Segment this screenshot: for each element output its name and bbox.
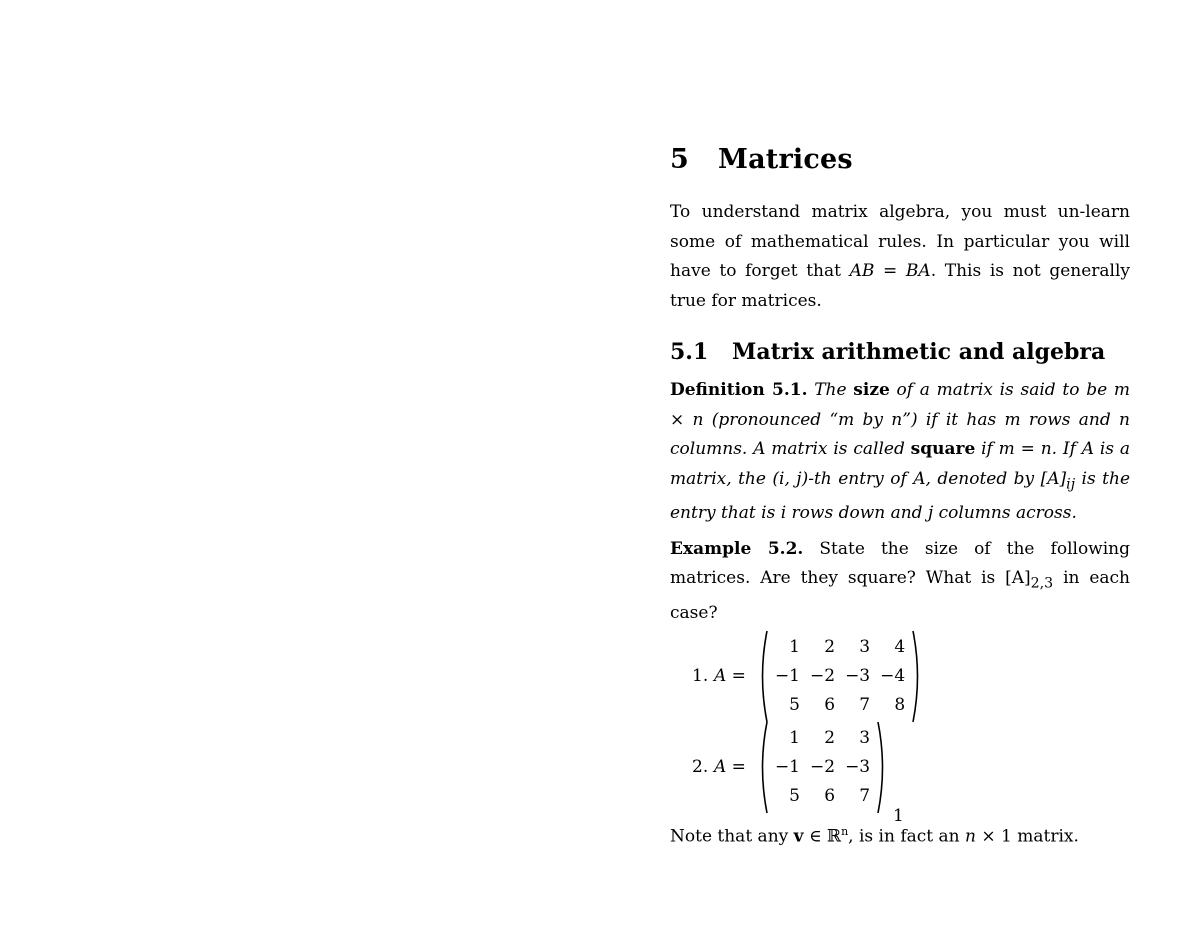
matrix-cell: 8 [894, 694, 906, 715]
matrix-cell: 5 [789, 694, 800, 715]
matrix-cell: 2 [824, 636, 836, 657]
page-number: 1 [893, 806, 904, 826]
definition-label: Definition 5.1. [670, 380, 808, 400]
note-text-1: Note that any [670, 826, 794, 847]
matrix-cell: −3 [845, 756, 871, 777]
matrix-row [770, 753, 875, 782]
matrix-item-label: 1. [692, 665, 709, 686]
subsection-number: 5.1 [670, 339, 709, 365]
definition-text-4: is the entry that is i rows down and j columns across. [670, 468, 1130, 524]
matrix-list [670, 633, 1130, 811]
note-text-3: , is in fact an [848, 826, 966, 847]
matrix-cell: 6 [824, 694, 836, 715]
right-parenthesis [910, 630, 924, 723]
note-n: n [965, 826, 976, 847]
matrix-cell: 4 [894, 636, 906, 657]
note-vector: v [793, 826, 804, 847]
definition-subscript: ij [1066, 475, 1076, 492]
matrix-cell: −2 [810, 756, 836, 777]
document-page [670, 140, 1130, 852]
matrix-cell: −1 [774, 665, 800, 686]
matrix-cell: −3 [845, 665, 871, 686]
section-title: Matrices [718, 144, 853, 175]
definition-keyword-size: size [853, 380, 890, 400]
definition-text-2: of a matrix is said to be m × n (pronounced “m by n”) if it has m rows and n columns. A matrix is called [670, 380, 1130, 459]
definition-block [670, 376, 1130, 529]
intro-paragraph [670, 198, 1130, 316]
matrix-item-label: 2. [692, 756, 709, 777]
note-text-4: × 1 matrix. [975, 826, 1079, 847]
matrix-row [770, 662, 910, 691]
matrix-row [770, 782, 875, 811]
matrix-cell: 1 [789, 636, 800, 657]
definition-text-1: The [807, 380, 854, 400]
matrix-cell: −1 [774, 756, 800, 777]
intro-equation: AB = BA [849, 261, 931, 281]
intro-text-1: To understand matrix algebra, you must un-learn some of mathematical rules. In particular you will have to forget that [670, 202, 1130, 281]
matrix-cell: 7 [859, 694, 871, 715]
note-superscript: n [841, 824, 849, 838]
example-block [670, 535, 1130, 629]
matrix-cell: 5 [789, 785, 800, 806]
matrix-cell: 1 [789, 727, 800, 748]
left-parenthesis [756, 630, 770, 723]
matrix-cell: 3 [859, 636, 871, 657]
left-parenthesis [756, 721, 770, 814]
right-parenthesis [875, 721, 889, 814]
matrix-cell: 7 [859, 785, 871, 806]
intro-text-2: . This is not generally true for matrices. [670, 261, 1131, 311]
matrix-row [770, 691, 910, 720]
matrix-cell: −2 [810, 665, 836, 686]
matrix-item [692, 724, 1130, 811]
section-number: 5 [670, 144, 689, 175]
example-text-1: State the size of the following matrices. Are they square? What is [A] [670, 538, 1130, 589]
matrix-lhs: A = [714, 756, 746, 777]
definition-text-3: if m = n. If A is a matrix, the (i, j)-th entry of A, denoted by [A] [670, 439, 1130, 489]
example-label: Example 5.2. [670, 538, 804, 559]
matrix-cell: 2 [824, 727, 836, 748]
matrix [756, 633, 924, 720]
section-heading [670, 140, 1130, 180]
matrix [756, 724, 889, 811]
matrix-cell: −4 [880, 665, 906, 686]
matrix-cell: 3 [859, 727, 871, 748]
example-text-2: in each case? [670, 568, 1131, 624]
matrix-row [770, 633, 910, 662]
matrix-lhs: A = [714, 665, 746, 686]
definition-keyword-square: square [910, 439, 976, 459]
example-subscript: 2,3 [1030, 575, 1054, 592]
note-text-2: ∈ ℝ [803, 826, 842, 847]
matrix-cell: 6 [824, 785, 836, 806]
subsection-heading [670, 336, 1130, 368]
matrix-row [770, 724, 875, 753]
matrix-item [692, 633, 1130, 720]
subsection-title: Matrix arithmetic and algebra [732, 339, 1106, 365]
